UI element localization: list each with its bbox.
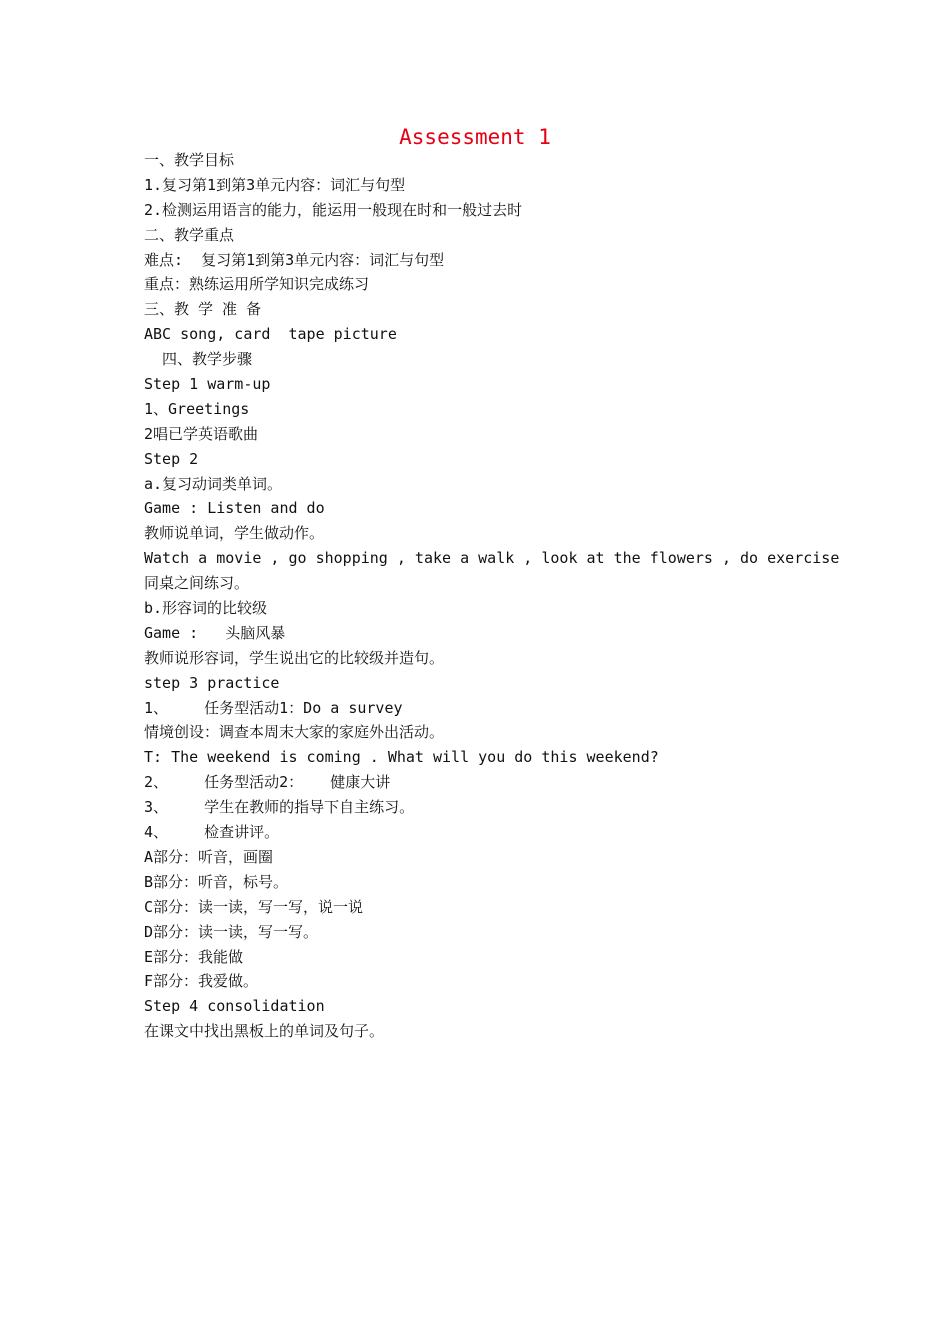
text-line: F部分：我爱做。 — [144, 972, 259, 991]
text-line: 1、Greetings — [144, 399, 250, 418]
text-line: Step 2 — [144, 449, 199, 468]
text-line: C部分：读一读，写一写，说一说 — [144, 897, 364, 916]
text-line: Step 4 consolidation — [144, 997, 325, 1016]
text-line: 同桌之间练习。 — [144, 574, 250, 593]
document-title: Assessment 1 — [399, 125, 551, 149]
text-line: b.形容词的比较级 — [144, 599, 268, 618]
text-line: 2、 任务型活动2： 健康大讲 — [144, 773, 391, 792]
text-line: 二、教学重点 — [144, 225, 235, 244]
text-line: step 3 practice — [144, 673, 280, 692]
text-line: a.复习动词类单词。 — [144, 474, 283, 493]
text-line: 一、教学目标 — [144, 151, 235, 169]
text-line: E部分：我能做 — [144, 947, 244, 966]
text-line: 2.检测运用语言的能力，能运用一般现在时和一般过去时 — [144, 200, 523, 219]
text-line: ABC song, card tape picture — [144, 325, 397, 344]
text-line: D部分：读一读，写一写。 — [144, 922, 319, 941]
document-body — [144, 148, 844, 1044]
text-line: B部分：听音，标号。 — [144, 872, 289, 891]
text-line: Watch a movie , go shopping , take a walk , look at the flowers , do exercise — [144, 549, 840, 568]
text-line: 4、 检查讲评。 — [144, 823, 280, 842]
text-line: T: The weekend is coming . What will you do this weekend? — [144, 748, 659, 767]
text-line: 在课文中找出黑板上的单词及句子。 — [144, 1022, 385, 1041]
text-line: 重点：熟练运用所学知识完成练习 — [144, 275, 370, 294]
text-line: 2唱已学英语歌曲 — [144, 424, 259, 443]
text-line: 难点: 复习第1到第3单元内容：词汇与句型 — [144, 250, 445, 269]
text-line: 三、教 学 准 备 — [144, 300, 262, 319]
text-line: 1、 任务型活动1：Do a survey — [144, 698, 403, 717]
text-line: Step 1 warm-up — [144, 375, 271, 394]
text-line: 3、 学生在教师的指导下自主练习。 — [144, 798, 415, 817]
text-line: 情境创设：调查本周末大家的家庭外出活动。 — [144, 723, 445, 742]
text-line: 四、教学步骤 — [144, 350, 253, 369]
text-line: 教师说形容词，学生说出它的比较级并造句。 — [144, 648, 445, 667]
text-line: 教师说单词，学生做动作。 — [144, 524, 325, 543]
text-line: A部分：听音，画圈 — [144, 847, 274, 866]
text-line: Game : 头脑风暴 — [144, 623, 286, 642]
text-line: Game : Listen and do — [144, 499, 325, 518]
text-line: 1.复习第1到第3单元内容：词汇与句型 — [144, 175, 406, 194]
